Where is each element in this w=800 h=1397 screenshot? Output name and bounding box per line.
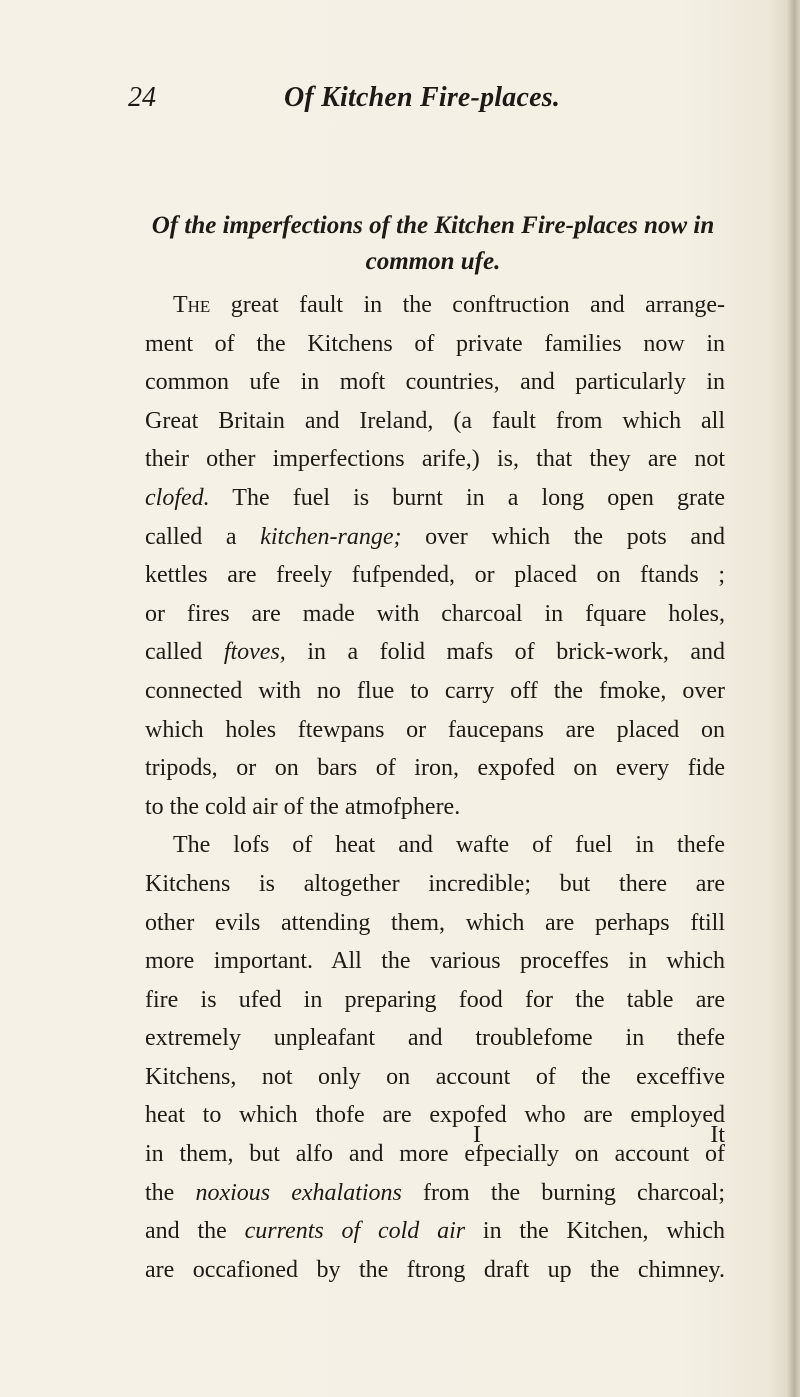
text-run: and the [145, 1218, 245, 1245]
section-title-line-1: Of the imperfections of the Kitchen Fire-places now in [151, 212, 715, 239]
text-line: are occafioned by the ftrong draft up the chimney. [145, 1256, 725, 1283]
text-run: in a folid mafs of brick-work, and [285, 639, 725, 666]
text-line [145, 633, 725, 672]
page-footer [145, 1122, 725, 1162]
italic-run: clofed. [145, 484, 210, 511]
italic-run: kitchen-range; [260, 523, 402, 550]
running-head-title: Of Kitchen Fire-places. [284, 82, 561, 113]
text-line: tripods, or on bars of iron, expofed on every fide [145, 755, 725, 782]
italic-run: noxious exhalations [195, 1179, 402, 1206]
text-run: in the Kitchen, which [465, 1218, 725, 1245]
text-line: extremely unpleafant and troublefome in thefe [145, 1025, 725, 1052]
text-line: Kitchens, not only on account of the exceffive [145, 1063, 725, 1090]
text-line: Great Britain and Ireland, (a fault from which all [145, 407, 725, 434]
text-line: which holes ftewpans or faucepans are placed on [145, 716, 725, 743]
text-line: kettles are freely fufpended, or placed on ftands ; [145, 562, 725, 589]
section-title [146, 208, 720, 280]
text-run: from the burning charcoal; [401, 1179, 725, 1206]
text-line: The lofs of heat and wafte of fuel in thefe [173, 832, 725, 859]
text-line [145, 518, 725, 557]
page-number: 24 [128, 82, 156, 113]
text-run: the [145, 1179, 196, 1206]
text-line [145, 479, 725, 518]
running-head [128, 82, 688, 122]
text-run: called a [145, 523, 261, 550]
paragraph-2 [145, 826, 725, 1289]
text-line [145, 1174, 725, 1213]
text-line: fire is ufed in preparing food for the table are [145, 986, 725, 1013]
text-line: in them, but alfo and more efpecially on account of [145, 1141, 725, 1168]
text-line: more important. All the various proceffes in which [145, 948, 725, 975]
paragraph-1 [145, 286, 725, 826]
text-line: to the cold air of the atmofphere. [145, 793, 461, 820]
italic-run: currents of cold air [244, 1218, 466, 1245]
text-line: common ufe in moft countries, and particularly in [145, 369, 725, 396]
text-line: other evils attending them, which are perhaps ftill [145, 909, 725, 936]
text-run: great fault in the conftruction and arrange- [210, 292, 725, 318]
text-line: Kitchens is altogether incredible; but there are [145, 870, 725, 897]
text-run: over which the pots and [401, 523, 725, 550]
text-line: or fires are made with charcoal in fquare holes, [145, 600, 725, 627]
text-line [145, 286, 725, 325]
text-line [145, 1212, 725, 1251]
small-caps-lead: The [173, 292, 211, 318]
text-line: heat to which thofe are expofed who are employed [145, 1102, 725, 1129]
text-line: connected with no flue to carry off the fmoke, over [145, 677, 725, 704]
section-title-line-2: common ufe. [365, 248, 501, 275]
italic-run: ftoves, [223, 639, 286, 666]
text-run: called [145, 639, 224, 666]
text-line: ment of the Kitchens of private families now in [145, 330, 725, 357]
signature-mark: I [473, 1122, 481, 1148]
page-edge [786, 0, 800, 1397]
text-line: their other imperfections arife,) is, that they are not [145, 446, 725, 473]
catchword: It [710, 1122, 725, 1148]
text-run: The fuel is burnt in a long open grate [209, 484, 725, 511]
